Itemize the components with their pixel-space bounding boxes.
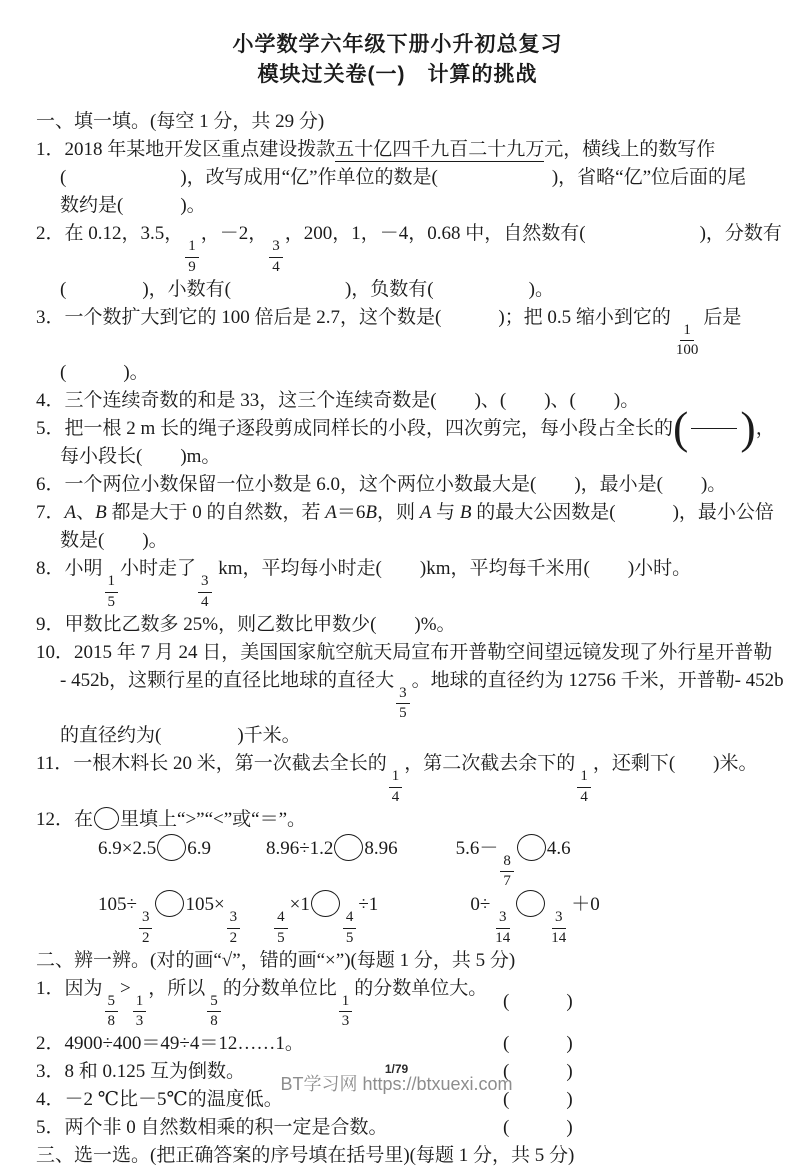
fraction-denominator: 4 xyxy=(272,258,280,275)
text-run: > xyxy=(120,977,131,999)
fraction xyxy=(343,910,357,947)
page-footer xyxy=(0,1062,793,1096)
text-run: 8.96÷1.2 xyxy=(265,837,334,859)
text-run: 三、选一选。(把正确答案的序号填在括号里)(每题 1 分，共 5 分) xyxy=(36,1145,575,1166)
section1-header xyxy=(36,108,759,136)
text-run: 6．一个两位小数保留一位小数是 6.0，这个两位小数最大是( )，最小是( )。 xyxy=(36,474,727,495)
q2-line1 xyxy=(36,220,782,276)
q1-line2 xyxy=(60,164,759,192)
text-run: 小时走了 xyxy=(120,558,197,579)
fraction-numerator: 3 xyxy=(139,910,153,929)
answer-blank: ( ) xyxy=(503,1033,573,1054)
text-run: 的分数单位大。 xyxy=(354,977,488,999)
fraction-numerator: 3 xyxy=(496,910,510,929)
fraction-denominator: 4 xyxy=(580,788,588,805)
text-run: 。地球的直径约为 12756 千米，开普勒- 452b xyxy=(411,669,784,691)
fraction-denominator: 3 xyxy=(135,1013,144,1030)
text-run: 每小段长( )m。 xyxy=(60,446,221,467)
text-run: 的分数单位比 xyxy=(222,977,337,999)
text-run: ，200，1，－4，0.68 中，自然数有( )，分数有 xyxy=(284,223,782,244)
fraction-numerator: 4 xyxy=(274,910,288,929)
q11-line1 xyxy=(36,750,759,806)
fraction-numerator: 3 xyxy=(269,239,283,258)
compare-circle-blank xyxy=(334,834,363,861)
q8-line1 xyxy=(36,555,759,611)
italic-variable: B xyxy=(95,502,107,523)
page-subtitle: 模块过关卷(一) 计算的挑战 xyxy=(257,63,538,86)
text-run: 元，横线上的数写作 xyxy=(544,139,716,160)
text-run: 105÷ xyxy=(98,894,137,915)
text-run: 二、辨一辨。(对的画“√”，错的画“×”)(每题 1 分，共 5 分) xyxy=(36,949,516,971)
text-run: ，第二次截去余下的 xyxy=(404,753,576,774)
italic-variable: A xyxy=(64,502,77,523)
text-run: 6.9×2.5 xyxy=(98,837,157,859)
q2-line2 xyxy=(60,276,759,304)
page-number: 1/79 xyxy=(384,1062,409,1076)
text-run: 与 xyxy=(431,502,460,523)
text-run: 5．把一根 2 m 长的绳子逐段剪成同样长的小段，四次剪完，每小段占全长的 xyxy=(36,418,674,439)
text-run: 的最大公因数是( )，最小公倍 xyxy=(471,502,774,523)
fraction-denominator: 7 xyxy=(503,873,511,890)
fraction xyxy=(548,910,569,947)
watermark-text: BT学习网 https://btxuexi.com xyxy=(280,1074,513,1094)
s2-q5 xyxy=(36,1114,759,1142)
text-run: ( )，小数有( )，负数有( )。 xyxy=(60,278,554,300)
fraction xyxy=(389,769,403,806)
text-run: 9．甲数比乙数多 25%，则乙数比甲数少( )%。 xyxy=(36,613,456,635)
answer-blank: ( ) xyxy=(503,1117,573,1138)
fraction-numerator: 8 xyxy=(500,854,514,873)
compare-circle-blank xyxy=(155,890,184,917)
text-run: 105× xyxy=(185,894,225,915)
q7-line1 xyxy=(36,499,774,527)
answer-blank: ( ) xyxy=(503,1089,573,1110)
fraction xyxy=(577,769,591,806)
text-run: km，平均每小时走( )km，平均每千米用( )小时。 xyxy=(213,558,692,579)
text-run: ，还剩下( )米。 xyxy=(592,753,758,774)
q1-line3 xyxy=(60,192,759,220)
fraction-denominator: 5 xyxy=(277,929,285,946)
compare-circle-blank xyxy=(157,834,186,861)
fraction xyxy=(133,994,147,1031)
fraction xyxy=(227,910,241,947)
fraction-denominator: 2 xyxy=(141,929,150,946)
fraction-numerator: 3 xyxy=(227,910,241,929)
fraction xyxy=(185,239,199,276)
answer-blank: ( ) xyxy=(503,1061,573,1082)
text-run: ，则 xyxy=(377,502,420,523)
q6-line1 xyxy=(36,471,759,499)
fraction-denominator: 4 xyxy=(201,593,209,610)
fraction xyxy=(339,994,353,1031)
text-run: 4．－2 ℃比－5℃的温度低。 xyxy=(36,1089,283,1110)
fraction xyxy=(274,910,288,947)
q12-line1 xyxy=(36,806,759,834)
q10-line2 xyxy=(60,667,784,723)
text-run: - 452b，这颗行星的直径比地球的直径大 xyxy=(60,669,395,691)
text-run: 里填上“>”“<”或“＝”。 xyxy=(120,808,307,830)
text-run: 2．在 0.12，3.5， xyxy=(36,223,184,244)
text-run: 4.6 xyxy=(546,837,571,859)
text-run: 1．因为 xyxy=(36,977,103,999)
compare-circle-blank xyxy=(94,807,119,830)
text-run: 0÷ xyxy=(470,894,491,915)
text-run: 8.96 xyxy=(364,837,398,859)
text-run: 6.9 xyxy=(187,837,211,859)
text-run: 、 xyxy=(76,502,96,523)
text-run: 7． xyxy=(36,502,65,523)
text-run: 8．小明 xyxy=(36,558,103,579)
fraction xyxy=(105,574,119,611)
text-run: ( )。 xyxy=(60,362,149,383)
text-run: ＋0 xyxy=(571,894,600,915)
fraction-numerator: 3 xyxy=(396,686,410,705)
fraction xyxy=(492,910,513,947)
fraction-numerator: 3 xyxy=(552,910,566,929)
q5-line1 xyxy=(36,402,775,453)
s2-q1 xyxy=(36,975,759,1031)
section2-header xyxy=(36,947,759,975)
fraction-numerator: 5 xyxy=(105,994,119,1013)
fraction xyxy=(105,994,119,1031)
q7-line2 xyxy=(60,527,759,555)
fraction-numerator: 1 xyxy=(133,994,147,1013)
q10-line1 xyxy=(36,639,773,667)
fraction-denominator: 2 xyxy=(229,929,238,946)
text-run: 1．2018 年某地开发区重点建设拨款 xyxy=(36,139,336,160)
italic-variable: B xyxy=(365,502,377,523)
fraction-denominator: 100 xyxy=(675,342,699,359)
fraction xyxy=(269,239,283,276)
fraction-numerator: 1 xyxy=(680,323,694,342)
compare-circle-blank xyxy=(516,890,545,917)
text-run: 11．一根木料长 20 米，第一次截去全长的 xyxy=(36,753,387,774)
compare-circle-blank xyxy=(517,834,546,861)
fraction xyxy=(139,910,153,947)
q4-line1 xyxy=(36,387,759,415)
fraction xyxy=(396,686,410,723)
fraction-denominator: 4 xyxy=(391,788,400,805)
q3-line2 xyxy=(60,359,759,387)
text-run: 5．两个非 0 自然数相乘的积一定是合数。 xyxy=(36,1117,388,1138)
text-run: ，－2， xyxy=(200,223,268,244)
section3-header xyxy=(36,1142,759,1170)
fraction-denominator: 8 xyxy=(107,1013,116,1030)
fraction xyxy=(198,574,212,611)
text-run: 10．2015 年 7 月 24 日，美国国家航空航天局宣布开普勒空间望远镜发现了外行星开普勒 xyxy=(36,641,773,663)
body-lines xyxy=(36,108,784,1170)
fraction-numerator: 4 xyxy=(343,910,357,929)
text-run: 3．一个数扩大到它的 100 倍后是 2.7，这个数是( )；把 0.5 缩小到它的 xyxy=(36,306,671,328)
fraction xyxy=(673,323,702,360)
fraction-numerator: 1 xyxy=(339,994,353,1013)
fraction-numerator: 1 xyxy=(389,769,403,788)
fraction-denominator: 5 xyxy=(399,705,407,722)
fraction-denominator: 3 xyxy=(341,1013,350,1030)
fraction-denominator: 5 xyxy=(107,593,116,610)
text-run: ＝6 xyxy=(336,502,366,523)
q3-line1 xyxy=(36,304,759,360)
fraction xyxy=(207,994,221,1031)
text-run: 的直径约为( )千米。 xyxy=(60,725,301,746)
text-run: 都是大于 0 的自然数，若 xyxy=(106,502,326,523)
italic-variable: A xyxy=(419,502,432,523)
underlined-text: 五十亿四千九百二十九万 xyxy=(335,139,545,160)
q12-row1 xyxy=(98,834,759,891)
text-run: 数约是( )。 xyxy=(60,195,206,216)
fraction-numerator: 1 xyxy=(185,239,199,258)
fraction-numerator: 1 xyxy=(105,574,119,593)
q9-line1 xyxy=(36,611,759,639)
fraction-denominator: 5 xyxy=(345,929,354,946)
text-run: ( )，改写成用“亿”作单位的数是( )，省略“亿”位后面的尾 xyxy=(60,167,747,188)
q5-line2 xyxy=(60,443,759,471)
s2-q2 xyxy=(36,1030,759,1058)
text-run: 5.6－ xyxy=(455,837,499,859)
text-run: ，所以 xyxy=(148,977,206,999)
text-run: ×1 xyxy=(289,894,310,915)
fraction-numerator: 1 xyxy=(577,769,591,788)
blank-line xyxy=(691,428,737,429)
fraction-numerator: 3 xyxy=(198,574,212,593)
fraction-numerator: 5 xyxy=(207,994,221,1013)
q12-row2 xyxy=(98,890,759,947)
q10-line3 xyxy=(60,722,759,750)
italic-variable: B xyxy=(459,502,472,523)
title-block xyxy=(36,30,759,90)
fraction xyxy=(500,854,514,891)
fraction-denominator: 14 xyxy=(495,929,511,946)
italic-variable: A xyxy=(325,502,337,523)
text-run: 4．三个连续奇数的和是 33，这三个连续奇数是( )、( )、( )。 xyxy=(36,390,640,411)
fraction-denominator: 14 xyxy=(551,929,567,946)
text-run: 一、填一填。(每空 1 分，共 29 分) xyxy=(36,111,325,132)
left-paren: ( xyxy=(673,402,689,453)
q1-line1 xyxy=(36,136,759,164)
fraction-denominator: 9 xyxy=(188,258,196,275)
compare-circle-blank xyxy=(311,890,340,917)
page-title: 小学数学六年级下册小升初总复习 xyxy=(232,33,563,56)
text-run: 12．在 xyxy=(36,808,94,830)
text-run: ， xyxy=(755,418,775,439)
fraction-denominator: 8 xyxy=(210,1013,218,1030)
text-run: 后是 xyxy=(703,306,742,328)
text-run: ÷1 xyxy=(358,894,379,915)
text-run: 3．8 和 0.125 互为倒数。 xyxy=(36,1061,246,1082)
text-run: 数是( )。 xyxy=(60,530,168,551)
answer-blank: ( ) xyxy=(503,991,573,1013)
fraction-answer-blank xyxy=(673,402,756,453)
right-paren: ) xyxy=(740,402,756,453)
text-run: 2．4900÷400＝49÷4＝12……1。 xyxy=(36,1033,304,1054)
